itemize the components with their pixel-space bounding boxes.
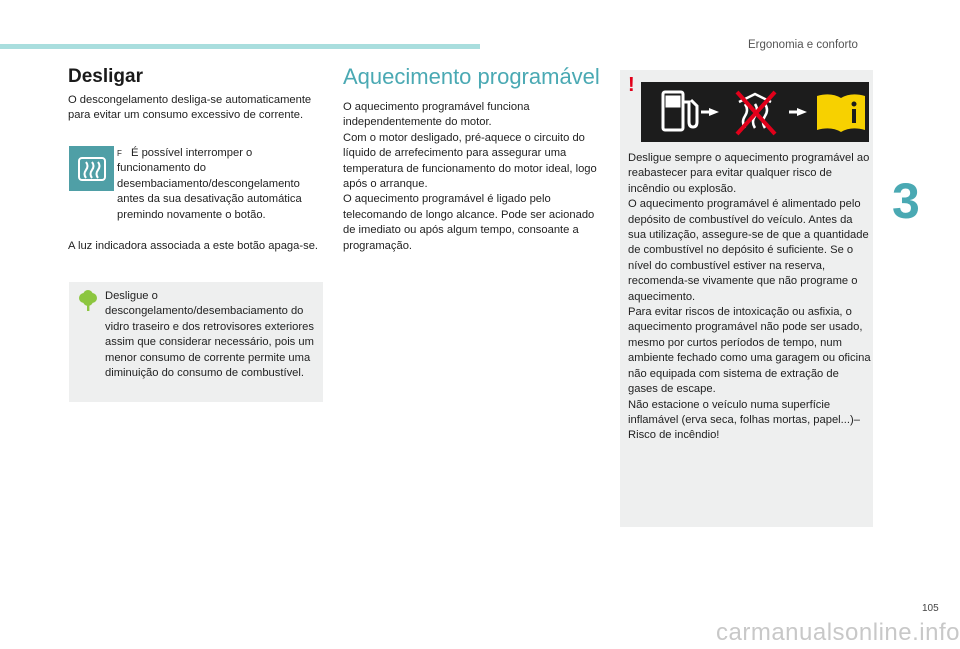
chapter-number: 3 (892, 173, 920, 229)
warning-paragraph-1: Desligue sempre o aquecimento programável ao reabastecer para evitar qualquer risco de incêndio ou explosão. (628, 152, 870, 195)
rear-defrost-icon (69, 146, 114, 191)
aquecimento-paragraph-2: Com o motor desligado, pré-aquece o circuito do líquido de arrefecimento para assegurar uma temperatura de funcionamento do motor ideal, logo após o arranque. (343, 131, 597, 191)
top-accent-bar (0, 44, 480, 49)
aquecimento-text (343, 100, 603, 254)
fuel-pump-icon (663, 92, 697, 130)
warning-paragraph-4: Não estacione o veículo numa superfície inflamável (erva seca, folhas mortas, papel...)– Risco de incêndio! (628, 398, 860, 442)
eco-tree-icon (78, 290, 98, 312)
arrow-right-icon (701, 108, 719, 116)
warning-paragraph-2: O aquecimento programável é alimentado pelo depósito de combustível do veículo. Antes da sua utilização, assegure-se de que a quantidade de combustível no depósito é suficiente. Se o nível do combustível estiver na reserva, recomenda-se vivamente que não programe o aquecimento. (628, 198, 869, 303)
warning-paragraph-3: Para evitar riscos de intoxicação ou asfixia, o aquecimento programável não pode ser usado, mesmo por curtos períodos de tempo, num ambiente fechado como uma garagem ou oficina não equipada com sistema de extração de gases de escape. (628, 306, 871, 396)
aquecimento-paragraph-1: O aquecimento programável funciona independentemente do motor. (343, 101, 530, 129)
bullet-text: É possível interromper o funcionamento do desembaciamento/descongelamento antes da sua desativação automática premindo novamente o botão. (117, 147, 302, 221)
warning-text (628, 151, 871, 444)
manual-book-icon (817, 94, 865, 132)
indicator-light-note: A luz indicadora associada a este botão apaga-se. (68, 240, 319, 252)
bullet-mark: F (117, 149, 122, 158)
warning-exclamation-icon: ! (628, 74, 635, 96)
page-number: 105 (922, 603, 939, 614)
section-title-desligar: Desligar (68, 66, 143, 87)
eco-tip-text: Desligue o descongelamento/desembaciamento do vidro traseiro e dos retrovisores exteriores assim que considerar necessário, pois um menor consumo de corrente permite uma diminuição do consumo de combustível. (105, 290, 314, 380)
chapter-header-title: Ergonomia e conforto (748, 39, 858, 51)
desligar-bullet (117, 146, 322, 223)
watermark-text: carmanualsonline.info (716, 619, 960, 646)
aquecimento-paragraph-3: O aquecimento programável é ligado pelo telecomando de longo alcance. Pode ser acionado de imediato ou após algum tempo, consoante a programação. (343, 193, 595, 252)
heater-off-icon (737, 92, 775, 134)
desligar-intro: O descongelamento desliga-se automaticamente para evitar um consumo excessivo de corrente. (68, 94, 312, 122)
section-title-aquecimento: Aquecimento programável (343, 64, 600, 89)
warning-pictogram-strip (641, 82, 869, 142)
arrow-right-icon (789, 108, 807, 116)
